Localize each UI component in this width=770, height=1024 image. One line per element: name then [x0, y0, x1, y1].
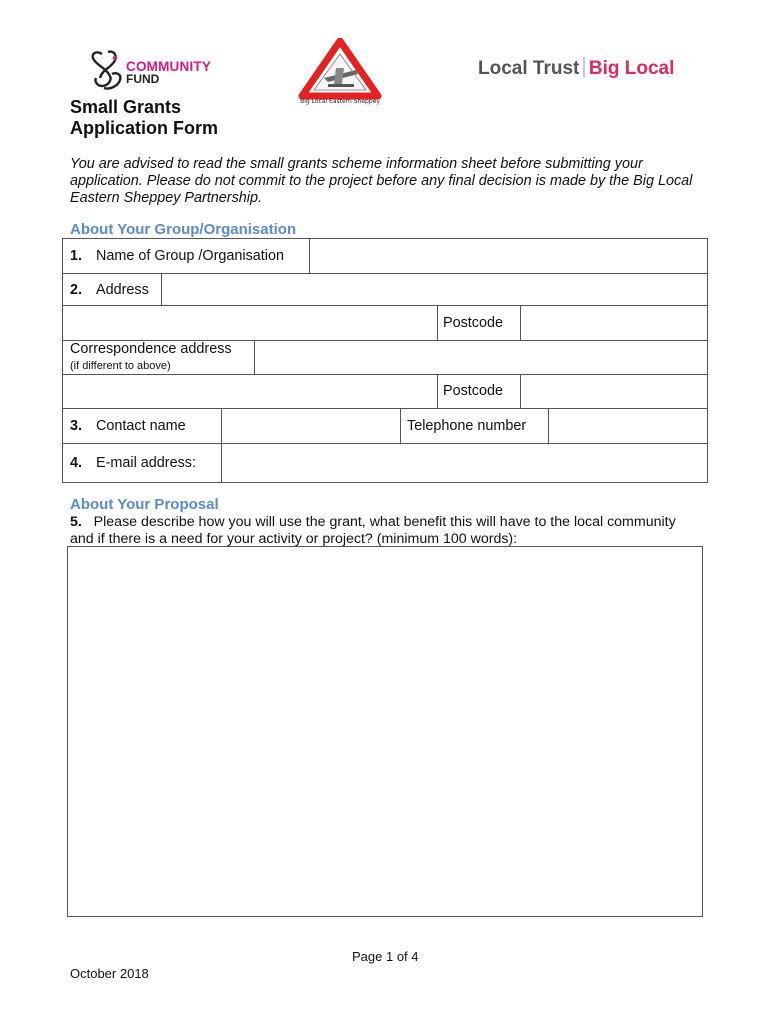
- section-heading-proposal: About Your Proposal: [70, 496, 219, 513]
- big-local-text: Big Local: [588, 58, 675, 79]
- q2-label: Address: [96, 282, 149, 298]
- correspondence-label: Correspondence address: [70, 341, 232, 357]
- email-input[interactable]: [223, 444, 707, 482]
- telephone-label: Telephone number: [407, 418, 527, 434]
- address-line-input[interactable]: [63, 306, 436, 340]
- q3-label: Contact name: [96, 418, 186, 434]
- q4-number: 4.: [70, 455, 83, 471]
- local-trust-logo: [478, 57, 675, 81]
- proposal-textarea[interactable]: [67, 546, 703, 917]
- contact-name-input[interactable]: [223, 409, 399, 443]
- form-title: [70, 97, 218, 139]
- postcode2-label: Postcode: [443, 383, 504, 399]
- intro-paragraph: You are advised to read the small grants scheme information sheet before submitting your application. Please do not commit to the project before any final decision is made by the Big Local Eastern Sheppey Partnership.: [70, 156, 693, 206]
- community-fund-logo: [86, 48, 226, 94]
- q5-text: Please describe how you will use the grant, what benefit this will have to the local community and if there is a need for your activity or project? (minimum 100 words):: [70, 514, 676, 547]
- section-heading-group: About Your Group/Organisation: [70, 221, 297, 238]
- q3-number: 3.: [70, 418, 83, 434]
- correspondence-line-input[interactable]: [63, 375, 436, 408]
- postcode-input[interactable]: [522, 306, 707, 340]
- telephone-input[interactable]: [550, 409, 707, 443]
- correspondence-postcode-input[interactable]: [522, 375, 707, 408]
- warden-eastchurch-logo: [298, 38, 382, 112]
- q5-number: 5.: [70, 514, 82, 530]
- group-name-input[interactable]: [311, 239, 707, 273]
- address-input[interactable]: [163, 274, 707, 305]
- logo-divider: [583, 57, 585, 77]
- community-fund-text: COMMUNITY: [126, 59, 212, 74]
- hand-crossed-fingers-icon: [86, 48, 126, 94]
- community-fund-subtext: FUND: [126, 72, 160, 86]
- q5-question: [70, 514, 690, 547]
- local-trust-text: Local Trust: [478, 58, 580, 79]
- q1-number: 1.: [70, 248, 83, 264]
- title-line-2: Application Form: [70, 118, 218, 138]
- footer-date: October 2018: [70, 966, 149, 981]
- postcode-label: Postcode: [443, 315, 504, 331]
- warden-logo-caption: Big Local Eastern Sheppey: [300, 98, 380, 105]
- correspondence-address-input[interactable]: [256, 341, 707, 374]
- correspondence-note: (if different to above): [70, 360, 171, 372]
- q2-number: 2.: [70, 282, 83, 298]
- page-number: Page 1 of 4: [352, 949, 419, 964]
- q4-label: E-mail address:: [96, 455, 196, 471]
- q1-label: Name of Group /Organisation: [96, 248, 284, 264]
- triangle-emblem-icon: [298, 38, 382, 100]
- title-line-1: Small Grants: [70, 97, 182, 117]
